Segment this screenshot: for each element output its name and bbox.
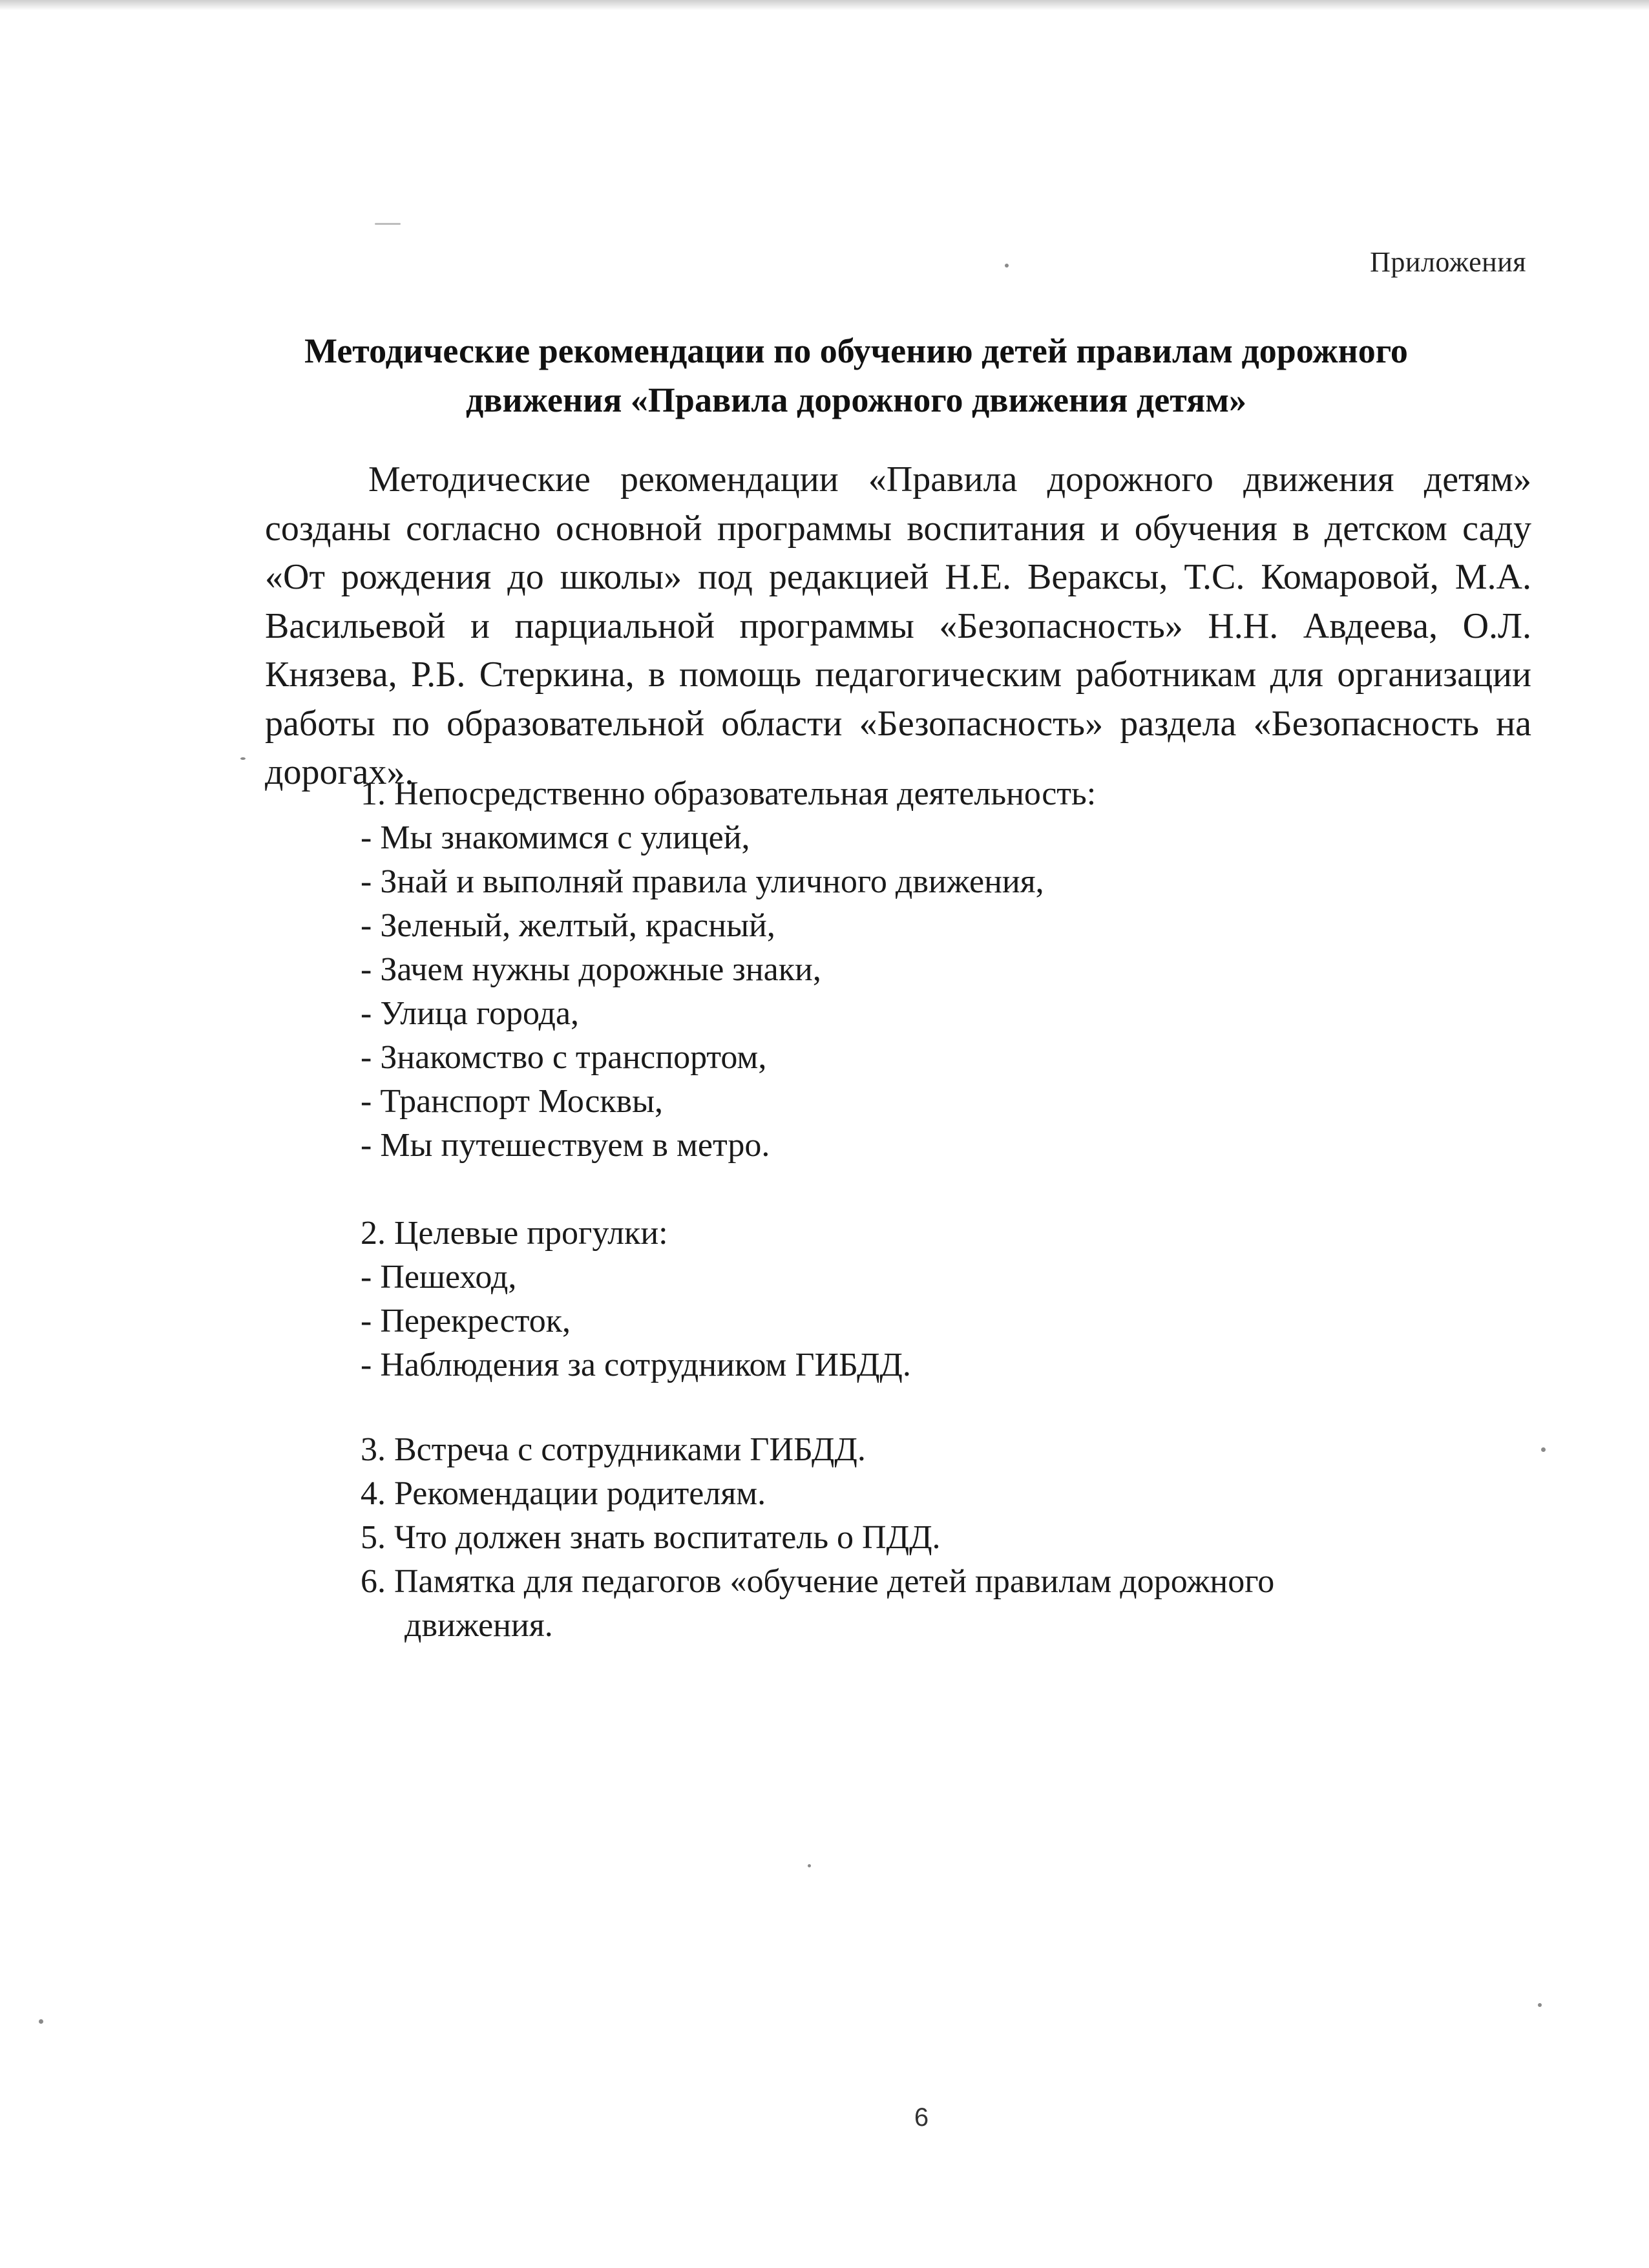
list-item: 6. Памятка для педагогов «обучение детей правилам дорожного bbox=[361, 1563, 1275, 1600]
scan-speck bbox=[375, 223, 401, 225]
list-item: - Зеленый, желтый, красный, bbox=[361, 907, 775, 944]
list-item: - Знакомство с транспортом, bbox=[361, 1039, 767, 1076]
list-item: - Перекресток, bbox=[361, 1303, 571, 1339]
section-2-heading: 2. Целевые прогулки: bbox=[361, 1215, 668, 1252]
section-1-heading: 1. Непосредственно образовательная деятельность: bbox=[361, 775, 1097, 812]
section-2-list bbox=[361, 1212, 911, 1387]
intro-paragraph: Методические рекомендации «Правила дорожного движения детям» созданы согласно основной программы воспитания и обучения в детском саду «От рождения до школы» под редакцией Н.Е. Вераксы, Т.С. Комаровой, М.А. Васильевой и парциальной программы «Безопасность» Н.Н. Авдеева, О.Л. Князева, Р.Б. Стеркина, в помощь педагогическим работникам для организации работы по образовательной области «Безопасность» раздела «Безопасность на дорогах». bbox=[265, 459, 1531, 792]
list-item: 4. Рекомендации родителям. bbox=[361, 1475, 766, 1512]
list-item: - Наблюдения за сотрудником ГИБДД. bbox=[361, 1347, 911, 1383]
list-item: 3. Встреча с сотрудниками ГИБДД. bbox=[361, 1431, 866, 1468]
appendix-label: Приложения bbox=[1370, 246, 1526, 278]
list-item: - Мы путешествуем в метро. bbox=[361, 1127, 770, 1164]
page-number-text: 6 bbox=[914, 2103, 929, 2132]
document-title bbox=[246, 326, 1467, 425]
list-item: - Знай и выполняй правила уличного движения, bbox=[361, 863, 1044, 900]
section-3-list bbox=[361, 1428, 1274, 1648]
section-1-list bbox=[361, 772, 1096, 1168]
scan-speck bbox=[1541, 1447, 1546, 1452]
scan-top-edge bbox=[0, 0, 1649, 10]
list-item: - Транспорт Москвы, bbox=[361, 1083, 664, 1120]
scan-speck bbox=[1005, 264, 1009, 268]
title-line-1: Методические рекомендации по обучению детей правилам дорожного bbox=[304, 331, 1408, 370]
scan-speck bbox=[39, 2019, 43, 2024]
list-item: - Улица города, bbox=[361, 995, 580, 1032]
list-item-continuation: движения. bbox=[404, 1607, 553, 1644]
list-item: - Пешеход, bbox=[361, 1259, 517, 1296]
scan-speck bbox=[808, 1864, 811, 1867]
list-item: - Зачем нужны дорожные знаки, bbox=[361, 951, 821, 988]
title-line-2: движения «Правила дорожного движения детям» bbox=[465, 381, 1247, 419]
page-number bbox=[0, 2103, 1649, 2132]
list-item: - Мы знакомимся с улицей, bbox=[361, 819, 750, 856]
list-item: 5. Что должен знать воспитатель о ПДД. bbox=[361, 1519, 941, 1556]
scan-speck bbox=[1538, 2003, 1542, 2007]
scan-speck bbox=[240, 757, 246, 760]
